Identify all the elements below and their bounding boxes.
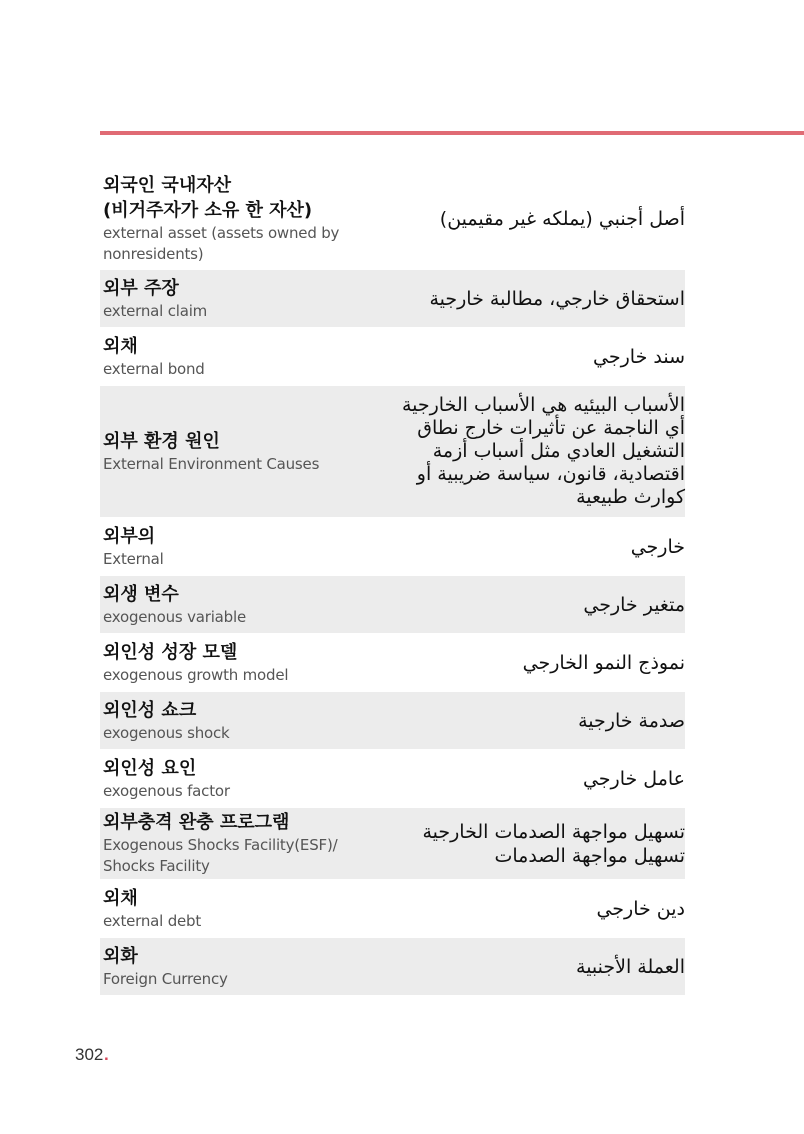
arabic-translation: نموذج النمو الخارجي xyxy=(522,651,685,674)
glossary-row xyxy=(100,328,685,386)
korean-term: 외부의 xyxy=(103,525,156,547)
korean-term: 외화 xyxy=(103,945,138,967)
korean-term: 외인성 성장 모델 xyxy=(103,641,238,663)
english-term: External Environment Causes xyxy=(103,454,320,473)
english-term: exogenous variable xyxy=(103,607,246,626)
glossary-table xyxy=(100,170,685,996)
glossary-row xyxy=(100,692,685,750)
term-cell xyxy=(103,810,353,877)
arabic-translation: سند خارجي xyxy=(593,345,685,368)
english-term: external claim xyxy=(103,301,208,320)
english-term: exogenous growth model xyxy=(103,665,289,684)
english-term: Foreign Currency xyxy=(103,969,228,988)
korean-term: 외부 주장 xyxy=(103,277,179,299)
term-cell xyxy=(103,173,353,265)
english-term: Exogenous Shocks Facility(ESF)/ Shocks Facility xyxy=(103,836,338,875)
korean-term: 외채 xyxy=(103,887,138,909)
korean-term: 외인성 요인 xyxy=(103,757,197,779)
term-cell xyxy=(103,524,353,570)
top-accent-rule xyxy=(100,131,804,135)
english-term: exogenous shock xyxy=(103,723,230,742)
glossary-row xyxy=(100,270,685,328)
term-cell xyxy=(103,640,353,686)
korean-term: 외부충격 완충 프로그램 xyxy=(103,812,290,833)
term-cell xyxy=(103,756,353,802)
term-cell xyxy=(103,944,353,990)
glossary-row xyxy=(100,808,685,880)
glossary-row xyxy=(100,386,685,518)
korean-term: 외생 변수 xyxy=(103,583,179,605)
term-cell xyxy=(103,276,353,322)
arabic-translation: دين خارجي xyxy=(596,897,685,920)
term-cell xyxy=(103,334,353,380)
korean-term: 외채 xyxy=(103,335,138,357)
arabic-translation: الأسباب البيئيه هي الأسباب الخارجية أي الناجمة عن تأثيرات خارج نطاق التشغيل العادي مثل أسباب أزمة اقتصادية، قانون، سياسة ضريبية أو كوارث طبيعية xyxy=(401,394,685,508)
arabic-translation: أصل أجنبي (يملكه غير مقيمين) xyxy=(439,207,685,230)
arabic-translation: العملة الأجنبية xyxy=(576,955,685,978)
arabic-translation: عامل خارجي xyxy=(582,767,685,790)
glossary-row xyxy=(100,634,685,692)
glossary-row xyxy=(100,576,685,634)
arabic-translation: تسهيل مواجهة الصدمات الخارجية تسهيل مواجهة الصدمات xyxy=(422,820,685,867)
arabic-translation: خارجي xyxy=(630,535,685,558)
arabic-translation: صدمة خارجية xyxy=(578,709,685,732)
page-number: 302 xyxy=(75,1045,104,1064)
korean-term: 외국인 국내자산 (비거주자가 소유 한 자산) xyxy=(103,174,313,221)
glossary-row xyxy=(100,880,685,938)
arabic-translation: متغير خارجي xyxy=(583,593,685,616)
english-term: external debt xyxy=(103,911,202,930)
english-term: External xyxy=(103,549,164,568)
glossary-row xyxy=(100,170,685,270)
arabic-translation: استحقاق خارجي، مطالبة خارجية xyxy=(429,287,685,310)
english-term: exogenous factor xyxy=(103,781,230,800)
korean-term: 외부 환경 원인 xyxy=(103,430,220,452)
glossary-row xyxy=(100,750,685,808)
term-cell xyxy=(103,698,353,744)
glossary-row xyxy=(100,938,685,996)
korean-term: 외인성 쇼크 xyxy=(103,699,197,721)
page-number-dot: . xyxy=(104,1045,109,1064)
term-cell xyxy=(103,429,353,475)
glossary-row xyxy=(100,518,685,576)
english-term: external bond xyxy=(103,359,205,378)
term-cell xyxy=(103,582,353,628)
term-cell xyxy=(103,886,353,932)
english-term: external asset (assets owned by nonresidents) xyxy=(103,223,340,263)
